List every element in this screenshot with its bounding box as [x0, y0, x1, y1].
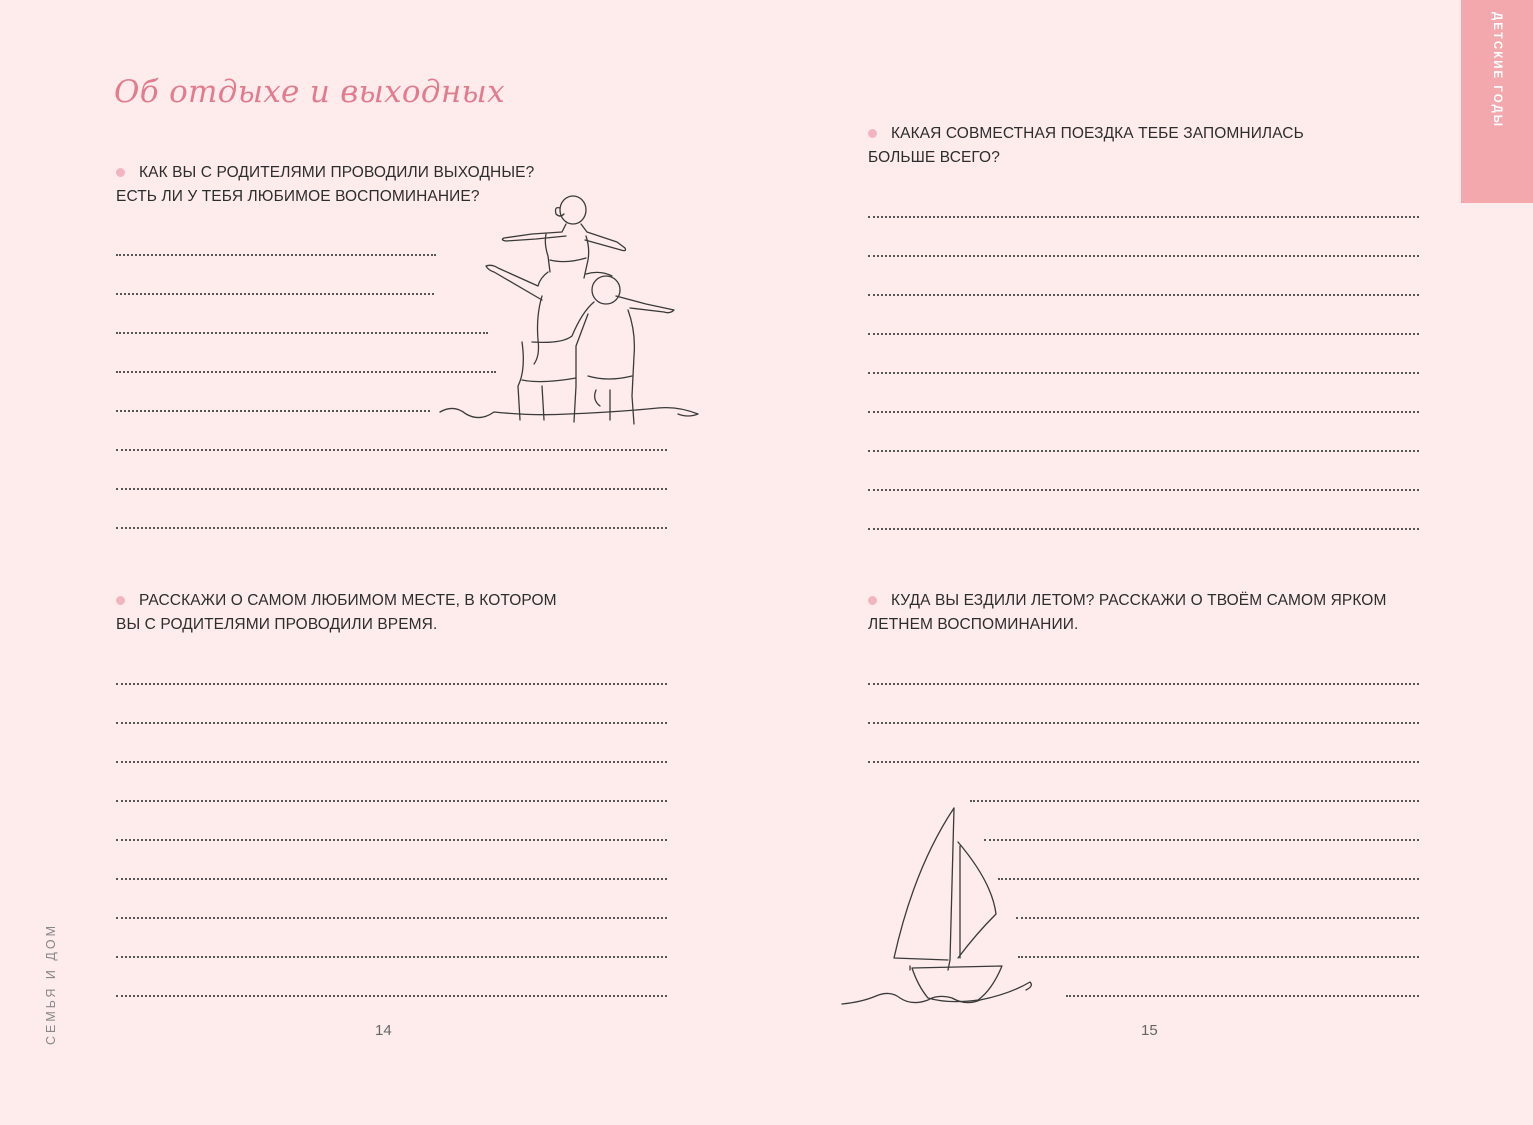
- question-summer: [868, 589, 1386, 637]
- answer-line[interactable]: [1066, 995, 1419, 997]
- section-side-label: СЕМЬЯ И ДОМ: [44, 923, 58, 1045]
- answer-line[interactable]: [116, 410, 430, 412]
- answer-line[interactable]: [868, 761, 1419, 763]
- question-line: КАКАЯ СОВМЕСТНАЯ ПОЕЗДКА ТЕБЕ ЗАПОМНИЛАСЬ: [891, 125, 1304, 142]
- answer-line[interactable]: [868, 683, 1419, 685]
- answer-line[interactable]: [1016, 917, 1419, 919]
- question-line: ЕСТЬ ЛИ У ТЕБЯ ЛЮБИМОЕ ВОСПОМИНАНИЕ?: [116, 188, 480, 205]
- question-line: ВЫ С РОДИТЕЛЯМИ ПРОВОДИЛИ ВРЕМЯ.: [116, 616, 438, 633]
- bullet-icon: [868, 129, 877, 138]
- question-line: БОЛЬШЕ ВСЕГО?: [868, 149, 1000, 166]
- family-on-beach-icon: [438, 190, 703, 430]
- page-title: Об отдыхе и выходных: [114, 74, 505, 110]
- chapter-tab: [1461, 0, 1533, 203]
- question-trip: [868, 122, 1304, 170]
- answer-line[interactable]: [116, 488, 667, 490]
- answer-line[interactable]: [116, 839, 667, 841]
- question-line: РАССКАЖИ О САМОМ ЛЮБИМОМ МЕСТЕ, В КОТОРОМ: [139, 592, 557, 609]
- chapter-tab-label: ДЕТСКИЕ ГОДЫ: [1491, 12, 1503, 128]
- answer-line[interactable]: [116, 956, 667, 958]
- answer-line[interactable]: [116, 878, 667, 880]
- answer-line[interactable]: [868, 528, 1419, 530]
- answer-line[interactable]: [1018, 956, 1419, 958]
- sailboat-icon: [840, 806, 1050, 1010]
- answer-line[interactable]: [868, 255, 1419, 257]
- page-number-left: 14: [375, 1022, 392, 1039]
- bullet-icon: [116, 168, 125, 177]
- question-line: КАК ВЫ С РОДИТЕЛЯМИ ПРОВОДИЛИ ВЫХОДНЫЕ?: [139, 164, 535, 181]
- question-favorite-place: [116, 589, 557, 637]
- answer-line[interactable]: [868, 333, 1419, 335]
- question-line: ЛЕТНЕМ ВОСПОМИНАНИИ.: [868, 616, 1079, 633]
- answer-line[interactable]: [116, 761, 667, 763]
- bullet-icon: [116, 596, 125, 605]
- answer-line[interactable]: [998, 878, 1419, 880]
- answer-line[interactable]: [868, 294, 1419, 296]
- answer-line[interactable]: [868, 450, 1419, 452]
- answer-line[interactable]: [868, 411, 1419, 413]
- answer-line[interactable]: [116, 449, 667, 451]
- question-line: КУДА ВЫ ЕЗДИЛИ ЛЕТОМ? РАССКАЖИ О ТВОЁМ САМОМ ЯРКОМ: [891, 592, 1387, 609]
- answer-line[interactable]: [116, 995, 667, 997]
- answer-line[interactable]: [868, 216, 1419, 218]
- answer-line[interactable]: [116, 254, 436, 256]
- answer-line[interactable]: [116, 527, 667, 529]
- answer-line[interactable]: [868, 489, 1419, 491]
- answer-line[interactable]: [970, 800, 1419, 802]
- bullet-icon: [868, 596, 877, 605]
- answer-line[interactable]: [868, 722, 1419, 724]
- answer-line[interactable]: [116, 722, 667, 724]
- answer-line[interactable]: [868, 372, 1419, 374]
- answer-line[interactable]: [116, 293, 434, 295]
- answer-line[interactable]: [116, 917, 667, 919]
- page-number-right: 15: [1141, 1022, 1158, 1039]
- answer-line[interactable]: [116, 800, 667, 802]
- answer-line[interactable]: [116, 683, 667, 685]
- answer-line[interactable]: [116, 332, 488, 334]
